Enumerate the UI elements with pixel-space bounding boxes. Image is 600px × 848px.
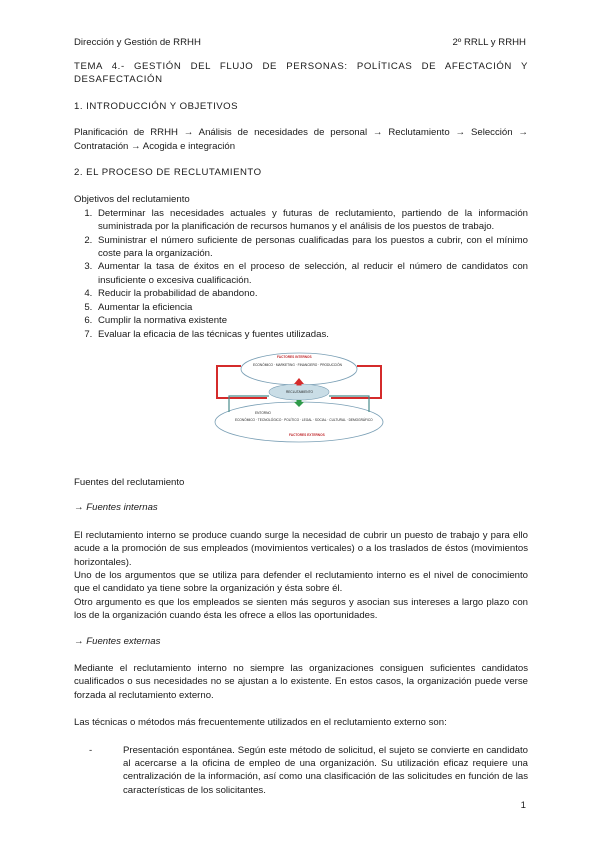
internal-paragraph: Otro argumento es que los empleados se sienten más seguros y asocian sus intereses a largo plazo con los de la organización cuando ésta les ofrece a ellos las oportunidades. [74, 596, 528, 622]
environment-label: ENTORNO [255, 410, 271, 415]
objectives-title: Objetivos del reclutamiento [74, 194, 190, 206]
document-title: TEMA 4.- GESTIÓN DEL FLUJO DE PERSONAS: POLÍTICAS DE AFECTACIÓN Y DESAFECTACIÓN [74, 61, 528, 86]
objective-item: 7. Evaluar la eficacia de las técnicas y fuentes utilizadas. [95, 328, 528, 341]
external-factors-text: ECONÓMICO · TECNOLÓGICO · POLÍTICO · LEGAL · SOCIAL · CULTURAL · DEMOGRÁFICO [235, 417, 373, 422]
technique-text: Presentación espontánea. Según este método de solicitud, el sujeto se convierte en candidato al acercarse a la oficina de empleo de una organización. Su utilización eficaz requiere una centralización de la información, así como una clasificación de las solicitudes en función de las características de los solicitantes. [123, 744, 528, 796]
objective-item: 5. Aumentar la eficiencia [95, 301, 528, 314]
section-2-heading: 2. EL PROCESO DE RECLUTAMIENTO [74, 167, 262, 179]
internal-paragraph: Uno de los argumentos que se utiliza para defender el reclutamiento interno es el nivel de conocimiento que el candidato ya tiene sobre la organización y ésta sobre él. [74, 569, 528, 595]
objectives-list [74, 207, 528, 341]
external-paragraph: Mediante el reclutamiento interno no siempre las organizaciones consiguen suficientes candidatos cualificados o sus necesidades no se ajustan a lo existente. En estos casos, la organización puede verse forzada al reclutamiento externo. [74, 662, 528, 701]
internal-factors-text: ECONÓMICO · MARKETING · FINANCIERO · PRODUCCIÓN [253, 362, 342, 367]
external-factors-label: FACTORES EXTERNOS [289, 432, 325, 437]
bullet-dash: - [89, 744, 93, 756]
objective-item: 1. Determinar las necesidades actuales y futuras de reclutamiento, partiendo de la información suministrada por la planificación de recursos humanos y el análisis de los puestos de trabajo. [95, 207, 528, 234]
techniques-intro: Las técnicas o métodos más frecuentemente utilizados en el reclutamiento externo son: [74, 717, 447, 729]
page-content [74, 60, 528, 797]
objective-item: 6. Cumplir la normativa existente [95, 314, 528, 327]
objective-item: 2. Suministrar el número suficiente de personas cualificadas para los puestos a cubrir, con el mínimo coste para la organización. [95, 234, 528, 261]
header-degree: 2º RRLL y RRHH [452, 37, 526, 48]
section-1-heading: 1. INTRODUCCIÓN Y OBJETIVOS [74, 100, 239, 112]
section-1-text: Planificación de RRHH → Análisis de necesidades de personal → Reclutamiento → Selección → Contratación → Acogida e integración [74, 127, 528, 152]
objective-item: 3. Aumentar la tasa de éxitos en el proceso de selección, al reducir el número de candidatos con insuficiente o excesiva cualificación. [95, 260, 528, 287]
header-course: Dirección y Gestión de RRHH [74, 37, 201, 48]
external-sources-heading: → Fuentes externas [74, 635, 161, 647]
objective-item: 4. Reducir la probabilidad de abandono. [95, 287, 528, 300]
sources-title: Fuentes del reclutamiento [74, 476, 185, 488]
internal-sources-heading: → Fuentes internas [74, 502, 158, 514]
internal-paragraph: El reclutamiento interno se produce cuando surge la necesidad de cubrir un puesto de trabajo y para ello acude a la promoción de sus empleados (movimientos verticales) o a los traslados de éstos (movimientos horizontales). [74, 529, 528, 568]
technique-item [74, 744, 528, 798]
internal-factors-label: FACTORES INTERNOS [277, 354, 312, 359]
page-number: 1 [520, 800, 526, 811]
recruitment-factors-diagram [209, 348, 387, 444]
recruitment-node-label: RECLUTAMIENTO [286, 389, 313, 394]
